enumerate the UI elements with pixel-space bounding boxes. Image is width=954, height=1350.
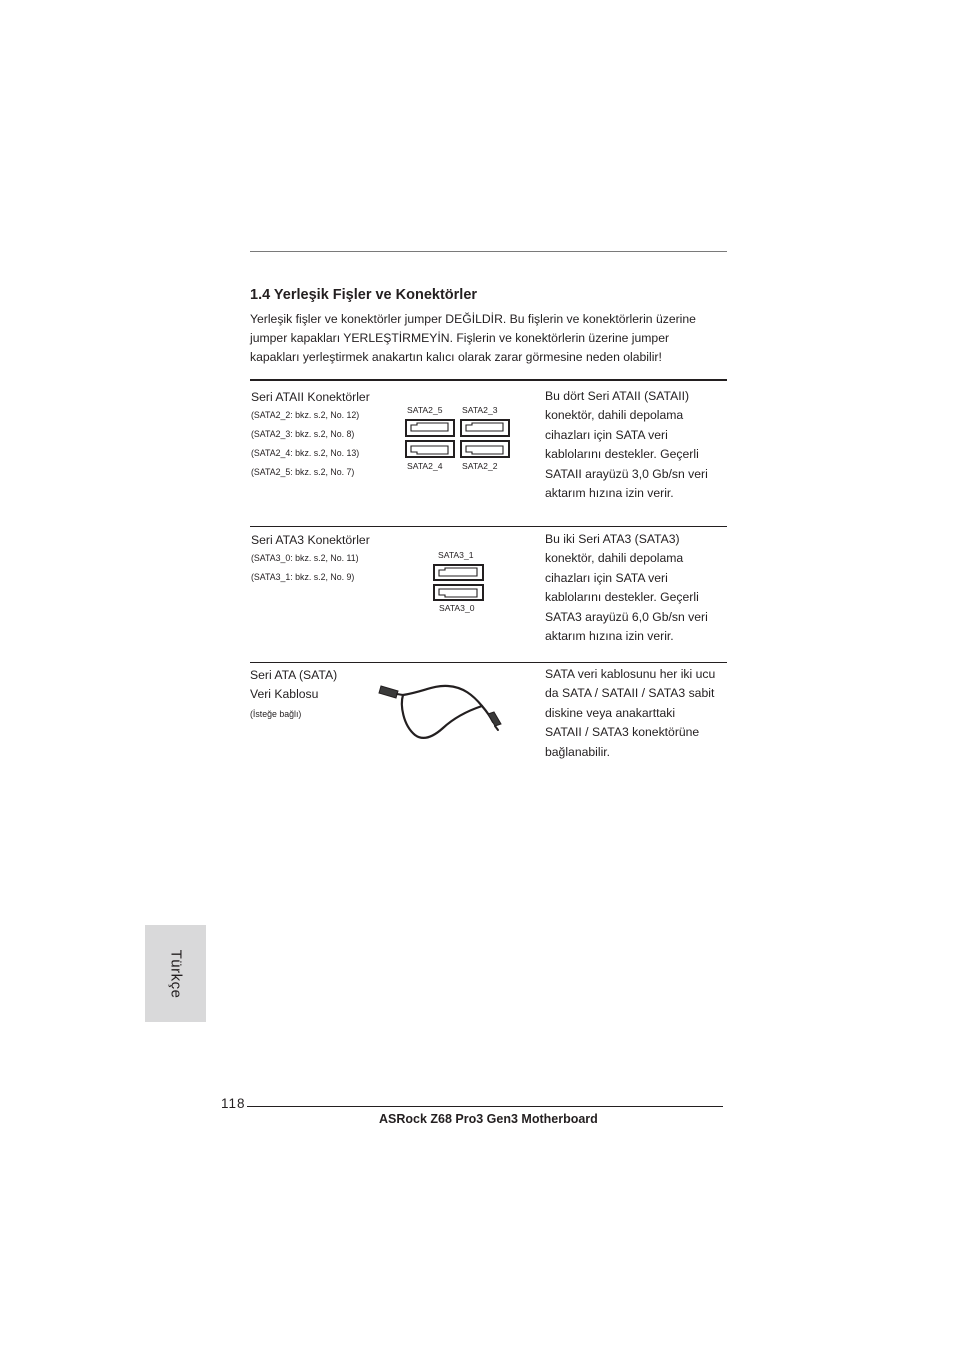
row-divider	[250, 662, 727, 663]
intro-line: jumper kapakları YERLEŞTİRMEYİN. Fişlerin ve konektörlerin üzerine jumper	[250, 331, 670, 345]
description-line: aktarım hızına izin verir.	[545, 629, 674, 644]
footer-rule	[247, 1106, 723, 1107]
sata3-connectors-diagram	[433, 564, 485, 602]
description-line: SATAII arayüzü 3,0 Gb/sn veri	[545, 466, 708, 481]
sataii-ref: (SATA2_4: bkz. s.2, No. 13)	[251, 448, 360, 458]
description-line: konektör, dahili depolama	[545, 408, 684, 423]
description-line: cihazları için SATA veri	[545, 570, 668, 585]
language-tab-label: Türkçe	[167, 949, 184, 998]
cable-title: Seri ATA (SATA)	[250, 668, 338, 682]
sataii-ref: (SATA2_2: bkz. s.2, No. 12)	[251, 410, 360, 420]
sata-cable-illustration	[378, 680, 503, 740]
cable-note: (İsteğe bağlı)	[250, 709, 302, 719]
sata3-ref: (SATA3_0: bkz. s.2, No. 11)	[251, 553, 359, 563]
description-line: konektör, dahili depolama	[545, 551, 684, 566]
description-line: Bu dört Seri ATAII (SATAII)	[545, 389, 690, 403]
port-label: SATA3_0	[439, 603, 475, 613]
sata3-title: Seri ATA3 Konektörler	[251, 533, 370, 547]
sataii-connectors-diagram	[405, 419, 511, 459]
port-label: SATA2_4	[407, 461, 443, 471]
sataii-description	[545, 387, 735, 503]
table-top-rule	[250, 379, 727, 381]
port-label: SATA2_5	[407, 405, 443, 415]
intro-line: kapakları yerleştirmek anakartın kalıcı olarak zarar görmesine neden olabilir!	[250, 350, 662, 364]
intro-paragraph	[250, 310, 730, 367]
language-side-tab	[145, 925, 206, 1022]
row-divider	[250, 526, 727, 527]
sata3-ref: (SATA3_1: bkz. s.2, No. 9)	[251, 572, 355, 582]
port-label: SATA3_1	[438, 550, 474, 560]
description-line: bağlanabilir.	[545, 744, 611, 759]
description-line: SATAII / SATA3 konektörüne	[545, 725, 700, 740]
description-line: da SATA / SATAII / SATA3 sabit	[545, 686, 715, 701]
section-title: 1.4 Yerleşik Fişler ve Konektörler	[250, 287, 478, 303]
description-line: SATA3 arayüzü 6,0 Gb/sn veri	[545, 609, 708, 624]
sataii-ref: (SATA2_5: bkz. s.2, No. 7)	[251, 467, 355, 477]
description-line: Bu iki Seri ATA3 (SATA3)	[545, 532, 680, 546]
page-number: 118	[221, 1096, 246, 1111]
sataii-ref: (SATA2_3: bkz. s.2, No. 8)	[251, 429, 355, 439]
port-label: SATA2_2	[462, 461, 498, 471]
footer-product-name: ASRock Z68 Pro3 Gen3 Motherboard	[379, 1112, 598, 1126]
header-rule	[250, 251, 727, 252]
intro-line: Yerleşik fişler ve konektörler jumper DEĞİLDİR. Bu fişlerin ve konektörlerin üzerine	[250, 312, 696, 326]
description-line: cihazları için SATA veri	[545, 427, 668, 442]
sataii-title: Seri ATAII Konektörler	[251, 390, 370, 404]
port-label: SATA2_3	[462, 405, 498, 415]
cable-description	[545, 665, 735, 762]
cable-title: Veri Kablosu	[250, 687, 319, 701]
description-line: aktarım hızına izin verir.	[545, 486, 674, 501]
description-line: kablolarını destekler. Geçerli	[545, 590, 699, 605]
description-line: kablolarını destekler. Geçerli	[545, 447, 699, 462]
description-line: SATA veri kablosunu her iki ucu	[545, 667, 716, 681]
description-line: diskine veya anakarttaki	[545, 705, 676, 720]
sata3-description	[545, 530, 735, 646]
